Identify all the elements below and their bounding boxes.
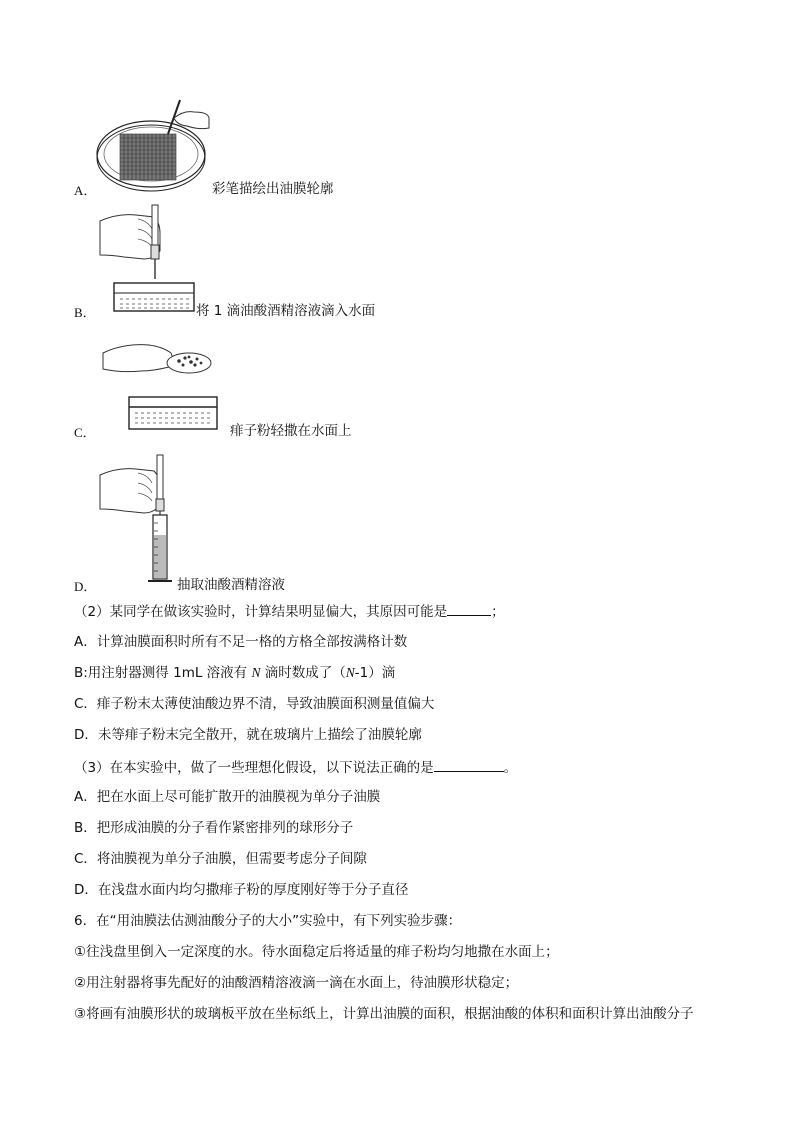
- q2-option-a: A．计算油膜面积时所有不足一格的方格全部按满格计数: [74, 634, 408, 650]
- syringe-cylinder-illustration: [100, 455, 180, 585]
- q6-stem: 6．在“用油膜法估测油酸分子的大小”实验中，有下列实验步骤：: [74, 913, 462, 929]
- q2-stem: [74, 601, 505, 621]
- q2-option-d: D．未等痱子粉末完全散开，就在玻璃片上描绘了油膜轮廓: [74, 727, 422, 743]
- q6-step-2: ②用注射器将事先配好的油酸酒精溶液滴一滴在水面上，待油膜形状稳定；: [74, 975, 519, 991]
- q6-step-1: ①往浅盘里倒入一定深度的水。待水面稳定后将适量的痱子粉均匀地撒在水面上；: [74, 944, 559, 960]
- option-c-caption: 痱子粉轻撒在水面上: [230, 423, 352, 439]
- option-b-caption: 将 1 滴油酸酒精溶液滴入水面: [196, 303, 376, 319]
- option-a-label: A．: [74, 183, 97, 198]
- q2-stem-text: （2）某同学在做该实验时，计算结果明显偏大，其原因可能是: [74, 604, 448, 620]
- q6-step-3: ③将画有油膜形状的玻璃板平放在坐标纸上，计算出油膜的面积，根据油酸的体积和面积计算出油酸分子: [74, 1006, 694, 1022]
- q2-option-b: [74, 664, 395, 682]
- q2-stem-end: ；: [491, 604, 505, 620]
- option-a-caption: 彩笔描绘出油膜轮廓: [212, 181, 334, 197]
- q2-option-c: C．痱子粉末太薄使油酸边界不清，导致油膜面积测量值偏大: [74, 696, 435, 712]
- q3-stem-end: 。: [503, 760, 518, 776]
- q3-stem-text: （3）在本实验中，做了一些理想化假设，以下说法正确的是: [74, 760, 434, 776]
- q3-answer-blank[interactable]: [434, 757, 504, 772]
- q2-option-b-text-1: B:用注射器测得 1mL 溶液有: [74, 665, 252, 681]
- powder-sprinkle-illustration: [103, 335, 223, 435]
- tracing-dish-illustration: [96, 96, 216, 191]
- q3-option-c: C．将油膜视为单分子油膜，但需要考虑分子间隙: [74, 851, 367, 867]
- q2-option-b-var-2: N: [345, 665, 355, 680]
- q3-stem: [74, 757, 517, 777]
- q2-option-b-var-1: N: [251, 665, 261, 680]
- q3-option-a: A．把在水面上尽可能扩散开的油膜视为单分子油膜: [74, 789, 381, 805]
- q2-option-b-text-3: -1）滴: [354, 665, 396, 681]
- q2-answer-blank[interactable]: [447, 601, 491, 616]
- option-d-label: D．: [74, 579, 97, 594]
- q2-option-b-text-2: 滴时数成了（: [260, 665, 346, 681]
- option-b-label: B．: [74, 305, 96, 320]
- option-d-caption: 抽取油酸酒精溶液: [177, 577, 285, 593]
- option-c-label: C．: [74, 425, 96, 440]
- dropper-into-water-illustration: [100, 205, 196, 315]
- q3-option-d: D．在浅盘水面内均匀撒痱子粉的厚度刚好等于分子直径: [74, 882, 409, 898]
- q3-option-b: B．把形成油膜的分子看作紧密排列的球形分子: [74, 820, 354, 836]
